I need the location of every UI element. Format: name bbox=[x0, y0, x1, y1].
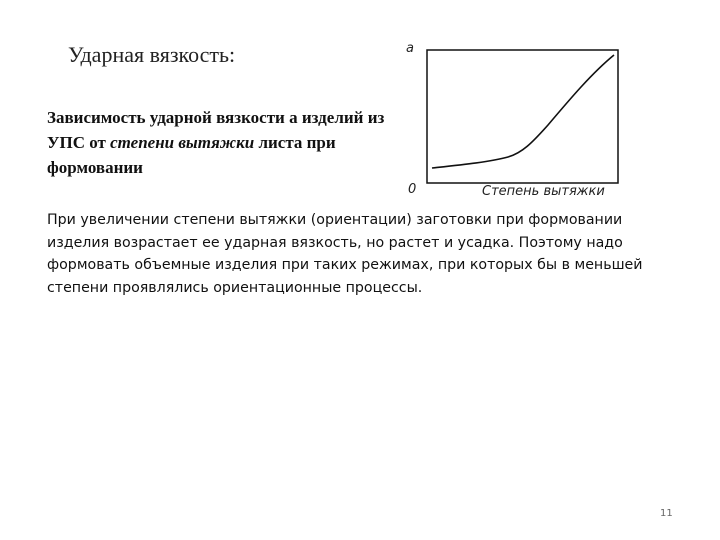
caption-text-end: листа при формовании bbox=[47, 133, 336, 177]
impact-strength-graph bbox=[400, 35, 625, 205]
graph-caption bbox=[47, 105, 402, 180]
graph-frame bbox=[427, 50, 618, 183]
slide-title: Ударная вязкость: bbox=[68, 42, 236, 67]
x-axis-label: Степень вытяжки bbox=[482, 184, 605, 199]
impact-strength-curve bbox=[432, 55, 614, 168]
origin-label: 0 bbox=[408, 182, 417, 197]
caption-emphasis: степени вытяжки bbox=[110, 133, 255, 152]
body-paragraph: При увеличении степени вытяжки (ориентации) заготовки при формовании изделия возрастает ее ударная вязкость, но растет и усадка. Поэтому надо формовать объемные изделия при таких режимах, при которых бы в меньшей степени проявлялись ориентационные процессы. bbox=[47, 212, 643, 296]
caption-text-start: Зависимость ударной вязкости а изделий из УПС от bbox=[47, 108, 385, 152]
page-number: 11 bbox=[660, 508, 673, 519]
y-axis-label: a bbox=[406, 41, 414, 56]
